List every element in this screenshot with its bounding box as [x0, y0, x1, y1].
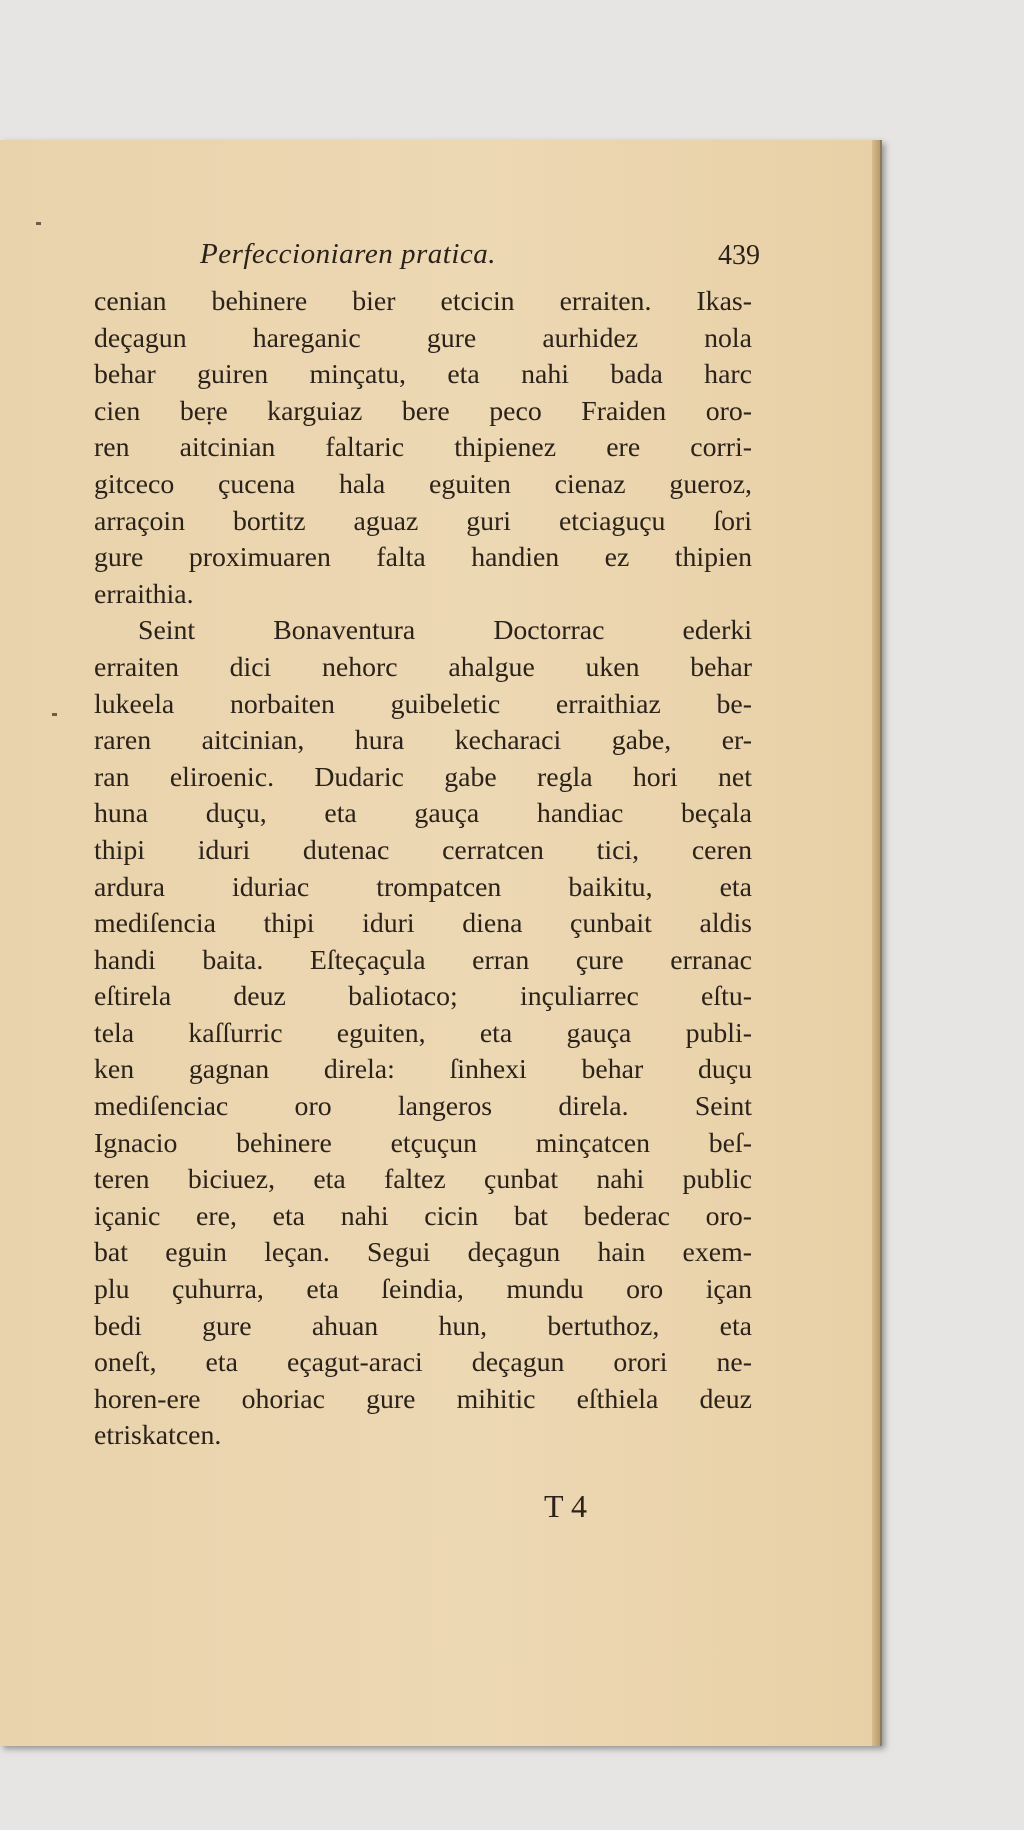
text-line: arraçoin bortitz aguaz guri etciaguçu ſori — [94, 505, 752, 537]
text-line: ren aitcinian faltaric thipienez ere corri- — [94, 432, 752, 464]
text-line: mediſenciac oro langeros direla. Seint — [94, 1091, 752, 1123]
text-line: gitceco çucena hala eguiten cienaz gueroz, — [94, 468, 752, 500]
text-line: Seint Bonaventura Doctorrac ederki — [138, 615, 752, 647]
text-line: thipi iduri dutenac cerratcen tici, ceren — [94, 834, 752, 866]
margin-mark — [52, 713, 57, 716]
text-line: cenian behinere bier etcicin erraiten. Ikas- — [94, 286, 752, 317]
text-line: bat eguin leçan. Segui deçagun hain exem- — [94, 1237, 752, 1269]
text-line: mediſencia thipi iduri diena çunbait aldis — [94, 908, 752, 940]
text-line: Ignacio behinere etçuçun minçatcen beſ- — [94, 1127, 752, 1159]
text-line: tela kaſſurric eguiten, eta gauça publi- — [94, 1017, 752, 1049]
body-text — [94, 284, 752, 1455]
text-line: içanic ere, eta nahi cicin bat bederac oro- — [94, 1200, 752, 1232]
text-line: raren aitcinian, hura kecharaci gabe, er- — [94, 725, 752, 757]
text-line: handi baita. Eſteçaçula erran çure erranac — [94, 944, 752, 976]
text-line: ken gagnan direla: ſinhexi behar duçu — [94, 1054, 752, 1086]
text-line: horen-ere ohoriac gure mihitic eſthiela deuz — [94, 1383, 752, 1415]
page-number: 439 — [718, 240, 760, 271]
text-line: eſtirela deuz baliotaco; inçuliarrec eſtu- — [94, 981, 752, 1013]
running-title: Perfeccioniaren pratica. — [200, 238, 497, 270]
text-line: behar guiren minçatu, eta nahi bada harc — [94, 359, 752, 391]
text-line: teren biciuez, eta faltez çunbat nahi public — [94, 1164, 752, 1196]
text-line: erraithia. — [94, 578, 194, 610]
text-line: etriskatcen. — [94, 1420, 222, 1452]
text-line: deçagun hareganic gure aurhidez nola — [94, 322, 752, 354]
text-line: ran eliroenic. Dudaric gabe regla hori net — [94, 761, 752, 793]
text-line: gure proximuaren falta handien ez thipien — [94, 542, 752, 574]
text-line: plu çuhurra, eta ſeindia, mundu oro içan — [94, 1274, 752, 1306]
text-line: oneſt, eta eçagut-araci deçagun orori ne- — [94, 1347, 752, 1379]
text-line: lukeela norbaiten guibeletic erraithiaz be- — [94, 688, 752, 720]
page-header — [200, 238, 760, 282]
text-line: cien beṛe karguiaz bere peco Fraiden oro- — [94, 395, 752, 427]
text-line: erraiten dici nehorc ahalgue uken behar — [94, 651, 752, 683]
text-line: huna duçu, eta gauça handiac beçala — [94, 798, 752, 830]
book-page — [0, 140, 882, 1746]
signature-mark: T 4 — [544, 1488, 587, 1524]
text-line: bedi gure ahuan hun, bertuthoz, eta — [94, 1310, 752, 1342]
page-edge — [872, 140, 880, 1746]
margin-mark — [36, 222, 41, 225]
text-line: ardura iduriac trompatcen baikitu, eta — [94, 871, 752, 903]
